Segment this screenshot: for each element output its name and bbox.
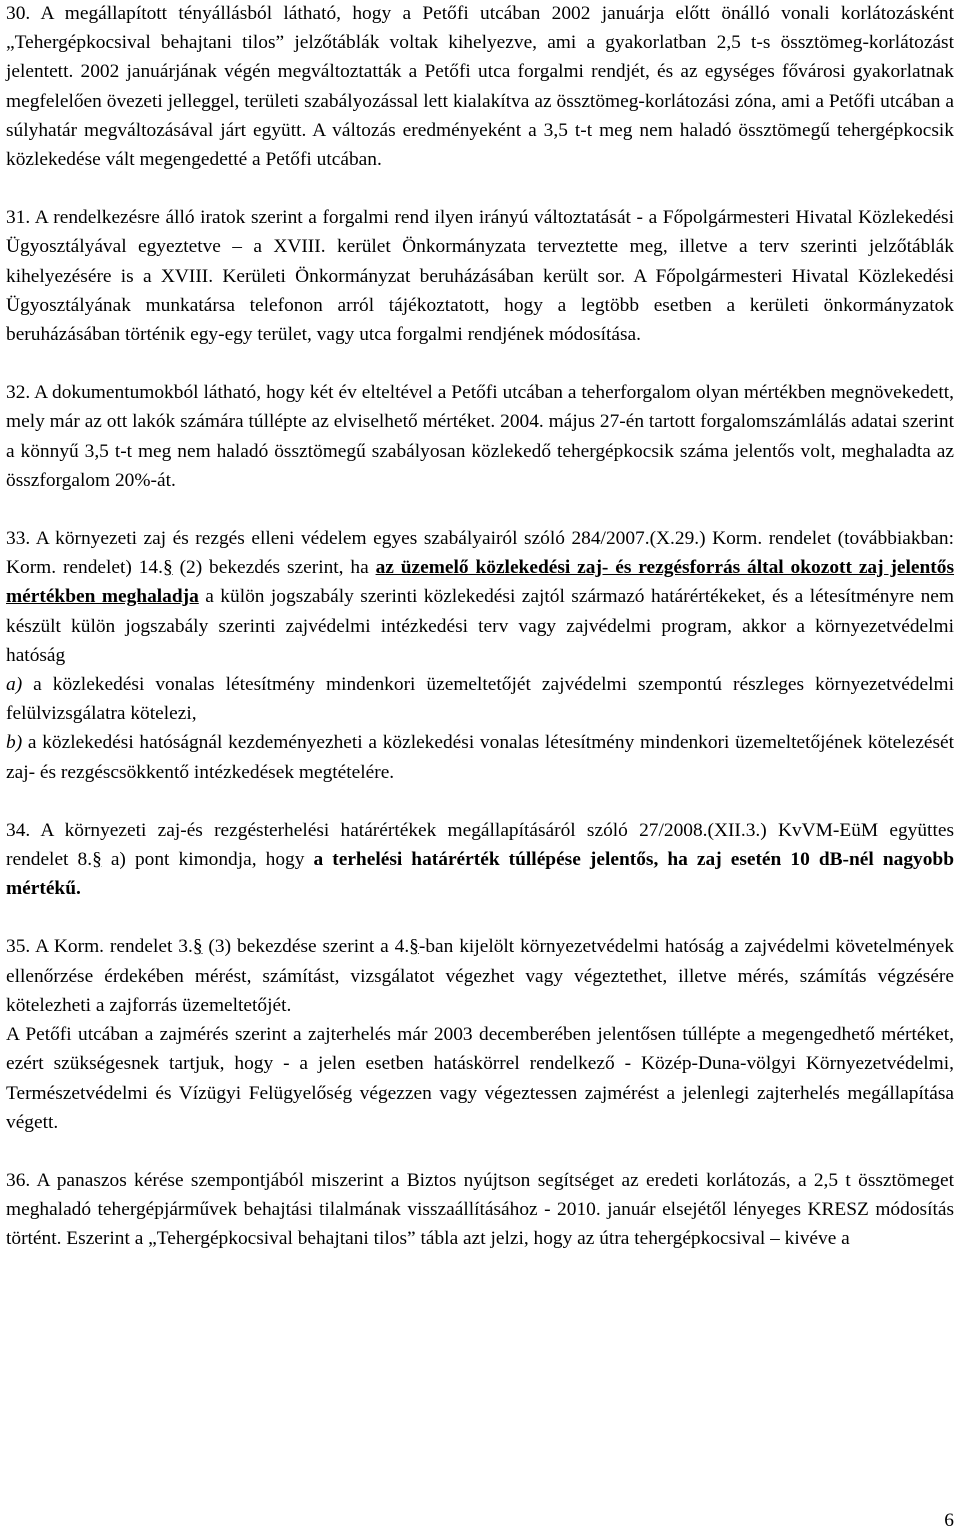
page-number: 6 bbox=[944, 1510, 954, 1531]
list-label-b: b) bbox=[6, 732, 23, 754]
list-item-b-text: a közlekedési hatóságnál kezdeményezheti a közlekedési vonalas létesítmény mindenkori üzemeltetőjének kötelezését zaj- és rezgéscsökkentő intézkedések megtételére. bbox=[6, 732, 954, 783]
paragraph-34-text: a) pont kimondja, hogy bbox=[101, 849, 314, 871]
paragraph-33-text: a külön jogszabály szerinti közlekedési zajtól származó határértékeket, és a létesítményre nem készült külön jogszabály szerinti zajvédelmi intézkedési terv vagy zajvédelmi program, akkor a környezetvédelmi hatóság bbox=[6, 586, 954, 666]
section-sign: § bbox=[409, 936, 419, 958]
paragraph-36-text: 36. A panaszos kérése szempontjából miszerint a Biztos nyújtson segítséget az eredeti korlátozás, a 2,5 t össztömeget meghaladó tehergépjárművek behajtási tilalmának visszaállításához - 2010. január elsejétől lényeges KRESZ módosítás történt. Eszerint a „Tehergépkocsival behajtani tilos” tábla azt jelzi, hogy az útra tehergépkocsival – kivéve a bbox=[6, 1169, 954, 1250]
paragraph-35-continuation: A Petőfi utcában a zajmérés szerint a zajterhelés már 2003 decemberében jelentősen túllépte a megengedhető mértéket, ezért szükségesnek tartjuk, hogy - a jelen esetben hatáskörrel rendelkező - Közép-Duna-völgyi Környezetvédelmi, Természetvédelmi és Vízügyi Felügyelőség végezzen vagy végeztessen zajmérést a jelenlegi zajterhelés megállapítása végett. bbox=[6, 1024, 954, 1133]
paragraph-33-text: (2) bekezdés szerint, ha bbox=[172, 557, 376, 579]
paragraph-30 bbox=[6, 0, 954, 174]
paragraph-gap bbox=[6, 495, 954, 524]
paragraph-34 bbox=[6, 816, 954, 904]
paragraph-34-text: 34. A környezeti zaj-és rezgésterhelési határértékek megállapításáról szóló 27/2008.(XII.3.) KvVM-EüM együttes rendelet 8. bbox=[6, 819, 954, 871]
paragraph-gap bbox=[6, 903, 954, 932]
paragraph-35-text: (3) bekezdése szerint a 4. bbox=[202, 936, 410, 958]
section-sign: § bbox=[92, 849, 102, 871]
paragraph-35-text: 35. A Korm. rendelet 3. bbox=[6, 936, 193, 958]
paragraph-33-text: 33. A környezeti zaj és rezgés elleni védelem egyes szabályairól szóló 284/2007.(X.29.) Korm. rendelet (továbbiakban: Korm. rendelet) 14. bbox=[6, 528, 954, 579]
section-sign: § bbox=[162, 557, 173, 579]
paragraph-32 bbox=[6, 378, 954, 495]
emphasis-text: az üzemelő közlekedési zaj- és rezgésforrás által okozott zaj jelentős mértékben meghaladja bbox=[6, 557, 955, 608]
paragraph-31-text: 31. A rendelkezésre álló iratok szerint a forgalmi rend ilyen irányú változtatását - a Főpolgármesteri Hivatal Közlekedési Ügyosztályával egyeztetve – a XVIII. kerület Önkormányzata terveztette meg, illetve a terv szerinti jelzőtáblák kihelyezésére is a XVIII. Kerületi Önkormányzat beruházásában került sor. A Főpolgármesteri Hivatal Közlekedési Ügyosztályának munkatársa telefonon arról tájékoztatott, hogy a legtöbb esetben a kerületi önkormányzatok beruházásában történik egy-egy terület, vagy utca forgalmi rendjének módosítása. bbox=[6, 207, 954, 346]
paragraph-gap bbox=[6, 1137, 954, 1166]
list-item-a-text: a közlekedési vonalas létesítmény mindenkori üzemeltetőjét zajvédelmi szempontú részleges környezetvédelmi felülvizsgálatra kötelezi, bbox=[6, 674, 954, 725]
section-sign: § bbox=[192, 936, 203, 958]
paragraph-30-text: 30. A megállapított tényállásból látható, hogy a Petőfi utcában 2002 januárja előtt önálló vonali korlátozásként „Tehergépkocsival behajtani tilos” jelzőtáblák voltak kihelyezve, ami a gyakorlatban 2,5 t-s össztömeg-korlátozást jelentett. 2002 januárjának végén megváltoztatták a Petőfi utca forgalmi rendjét, és az egységes fővárosi gyakorlatnak megfelelően övezeti jelleggel, területi szabályozással lett kialakítva az össztömeg-korlátozási zóna, ami a Petőfi utcában a súlyhatár megváltozásával járt együtt. A változás eredményeként a 3,5 t-t meg nem haladó össztömegű tehergépkocsik közlekedése vált megengedetté a Petőfi utcában. bbox=[6, 3, 954, 171]
paragraph-31 bbox=[6, 203, 954, 349]
paragraph-32-text: 32. A dokumentumokból látható, hogy két év elteltével a Petőfi utcában a teherforgalom olyan mértékben megnövekedett, mely már az ott lakók számára túllépte az elviselhető mértéket. 2004. május 27-én tartott forgalomszámlálás adatai szerint a könnyű 3,5 t-t meg nem haladó össztömegű szabályosan közlekedő tehergépkocsik száma jelentős volt, meghaladta az összforgalom 20%-át. bbox=[6, 382, 954, 491]
paragraph-35-text: -ban kijelölt környezetvédelmi hatóság a zajvédelmi követelmények ellenőrzése érdekében mérést, számítást, vizsgálatot végezhet vagy végeztethet, illetve mérés, számítás végzésére kötelezheti a zajforrás üzemeltetőjét. bbox=[6, 936, 954, 1016]
paragraph-gap bbox=[6, 174, 954, 203]
document-page bbox=[6, 0, 954, 1254]
emphasis-text: a terhelési határérték túllépése jelentős, ha zaj esetén 10 dB-nél nagyobb mértékű. bbox=[6, 849, 954, 900]
paragraph-gap bbox=[6, 349, 954, 378]
paragraph-36 bbox=[6, 1166, 954, 1254]
paragraph-gap bbox=[6, 787, 954, 816]
paragraph-35 bbox=[6, 932, 954, 1136]
list-label-a: a) bbox=[6, 674, 23, 696]
paragraph-33 bbox=[6, 524, 954, 787]
